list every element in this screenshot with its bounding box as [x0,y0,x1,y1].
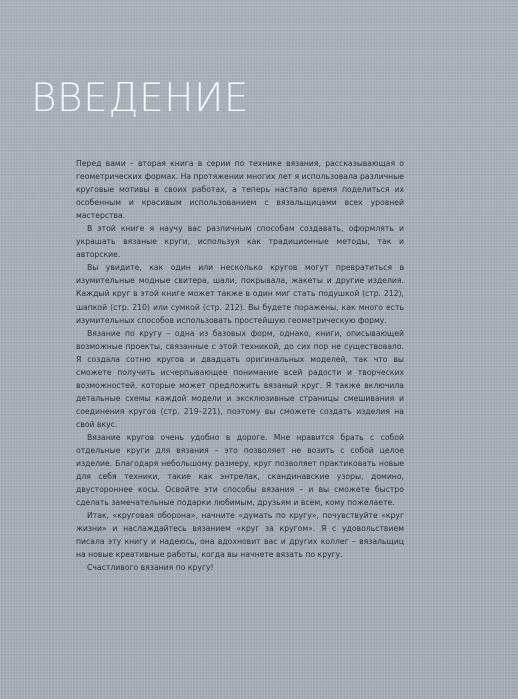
paragraph-circle-knitting: Вязание по кругу – одна из базовых форм, однако, книги, описывающей возможные проекты, связанные с этой техникой, до сих пор не существовало. Я создала сотню кругов и двадцать оригинальных моделей, так что вы сможете получить исчерпывающее понимание всей радости и творческих возможностей, которые может предложить вязаный круг. Я также включила детальные схемы каждой модели и эксклюзивные страницы смешивания и соединения кругов (стр. 219–221), поэтому вы сможете создать изделия на свой вкус. [76,328,404,429]
page-title: ВВЕДЕНИЕ [31,76,250,121]
body-text [76,157,404,575]
paragraph-intro: Перед вами – вторая книга в серии по технике вязания, рассказывающая о геометрических формах. На протяжении многих лет я использовала различные круговые мотивы в своих работах, а теперь настало время поделиться их особенным и красивым использованием с вязальщицами всех уровней мастерства. [76,159,404,221]
paragraph-methods: В этой книге я научу вас различным способам создавать, оформлять и украшать вязаные круги, используя как традиционные методы, так и авторские. [76,224,404,260]
paragraph-projects: Вы увидите, как один или несколько кругов могут превратиться в изумительные модные свитера, шали, покрывала, жакеты и другие изделия. Каждый круг в этой книге может также в один миг стать подушкой (стр. 212), шапкой (стр. 210) или сумкой (стр. 212). Вы будете поражены, как много есть изумительных способов использовать простейшую геометрическую форму. [76,263,404,325]
paragraph-travel: Вязание кругов очень удобно в дороге. Мне нравится брать с собой отдельные круги для вязания – это позволяет не возить с собой целое изделие. Благодаря небольшому размеру, круг позволяет практиковать новые для себя техники, такие как энтрелак, скандинавские узоры, домино, двустороннее косы. Освойте эти способы вязания – и вы сможете быстро сделать замечательные подарки любимым, друзьям и всем, кому пожелаете. [76,432,404,508]
paragraph-signoff: Счастливого вязания по кругу! [87,563,214,573]
paragraph-closing: Итак, «круговая оборона», начните «думать по кругу», почувствуйте «круг жизни» и наслаждайтесь вязанием «круг за кругом». Я с удовольствием писала эту книгу и надеюсь, она вдохновит вас и других коллег – вязальщиц на новые креативные работы, когда вы начнете вязать по кругу. [76,511,404,560]
